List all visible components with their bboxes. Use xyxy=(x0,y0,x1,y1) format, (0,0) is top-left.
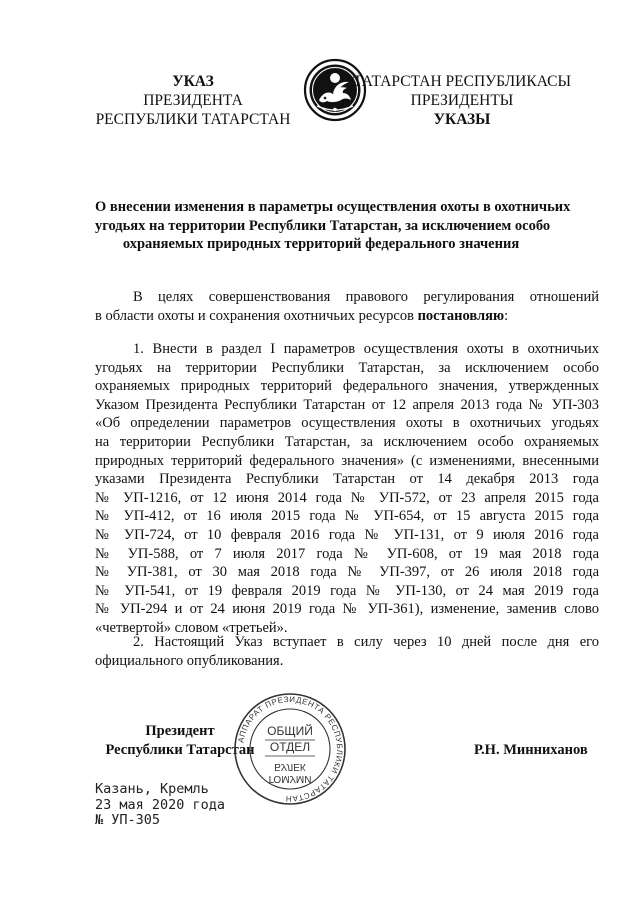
decree-title xyxy=(95,198,571,254)
intro-colon: : xyxy=(504,307,509,324)
p1-line: № УП-724, от 10 февраля 2016 года № УП-131, от 9 июля 2016 года xyxy=(95,526,599,543)
stamp-center-mid: ОТДЕЛ xyxy=(269,740,311,754)
header-left-line-2: ПРЕЗИДЕНТА xyxy=(143,92,243,109)
stamp-center-top: ОБЩИЙ xyxy=(267,724,313,738)
header-right-line-2: ПРЕЗИДЕНТЫ xyxy=(410,92,514,109)
intro-line-2-text: в области охоты и сохранения охотничьих ресурсов xyxy=(95,307,418,324)
footer-number: № УП-305 xyxy=(95,812,161,828)
p1-line: «Об определении параметров осуществления охоты в охотничьих угодьях xyxy=(95,415,599,432)
intro-line-2 xyxy=(95,307,599,326)
paragraph-2 xyxy=(95,633,599,670)
p1-line: № УП-541, от 19 февраля 2019 года № УП-130, от 24 мая 2019 года xyxy=(95,582,599,599)
footer-place: Казань, Кремль xyxy=(95,781,209,797)
intro-resolve-word: постановляю xyxy=(417,307,505,324)
signature-position-line-1: Президент xyxy=(145,723,215,739)
title-line-1: О внесении изменения в параметры осуществления охоты в охотничьих xyxy=(95,199,571,215)
p1-line: № УП-294 и от 24 июня 2019 года № УП-361), изменение, заменив слово xyxy=(95,601,599,618)
p1-line: № УП-381, от 30 мая 2018 года № УП-397, от 26 июля 2018 года xyxy=(95,564,599,581)
header-left-line-1: УКАЗ xyxy=(172,73,214,90)
intro-paragraph xyxy=(95,288,599,325)
footer-date: 23 мая 2020 года xyxy=(95,796,226,813)
decree-footer xyxy=(95,782,225,829)
signature-position-line-2: Республики Татарстан xyxy=(105,741,255,758)
p1-line: № УП-1216, от 12 июня 2014 года № УП-572, от 23 апреля 2015 года xyxy=(95,489,599,506)
header-right xyxy=(342,72,582,129)
stamp-ring-text: АППАРАТ ПРЕЗИДЕНТА РЕСПУБЛИКИ ТАТАРСТАН xyxy=(236,694,345,804)
p1-line: охраняемых природных территорий федерального значения, утвержденных xyxy=(95,378,599,395)
official-stamp xyxy=(231,690,349,808)
header-right-line-1: ТАТАРСТАН РЕСПУБЛИКАСЫ xyxy=(353,73,571,90)
intro-line-1: В целях совершенствования правового регулирования отношений xyxy=(133,289,599,305)
title-line-3: охраняемых природных территорий федерального значения xyxy=(122,236,520,252)
p1-line: Указом Президента Республики Татарстан от 12 апреля 2013 года № УП-303 xyxy=(95,396,599,413)
p1-line: природных территорий федерального значения» (с изменениями, внесенными xyxy=(95,452,599,469)
p1-line: «четвертой» словом «третьей». xyxy=(95,619,288,636)
p2-line: 2. Настоящий Указ вступает в силу через 10 дней после дня его xyxy=(133,634,599,650)
p1-line: угодьях на территории Республики Татарстан, за исключением особо xyxy=(95,359,599,376)
p1-line: на территории Республики Татарстан, за исключением особо охраняемых xyxy=(95,433,599,450)
p2-line: официального опубликования. xyxy=(95,652,284,669)
header-left xyxy=(73,72,313,129)
stamp-center-line-3: ГОМУМИ xyxy=(268,773,312,784)
stamp-center-line-4: БУЛЕК xyxy=(274,761,306,772)
paragraph-1 xyxy=(95,340,599,638)
p1-line: № УП-412, от 16 июля 2015 года № УП-654, от 15 августа 2015 года xyxy=(95,508,599,525)
header-left-line-3: РЕСПУБЛИКИ ТАТАРСТАН xyxy=(95,111,291,128)
title-line-2: угодьях на территории Республики Татарстан, за исключением особо xyxy=(95,217,551,234)
p1-line: указами Президента Республики Татарстан от 14 декабря 2013 года xyxy=(95,471,599,488)
signatory-name: Р.Н. Минниханов xyxy=(474,742,588,758)
p1-line: № УП-588, от 7 июля 2017 года № УП-608, от 19 мая 2018 года xyxy=(95,545,599,562)
p1-line: 1. Внести в раздел I параметров осуществления охоты в охотничьих xyxy=(133,341,599,357)
header-right-line-3: УКАЗЫ xyxy=(433,111,491,128)
